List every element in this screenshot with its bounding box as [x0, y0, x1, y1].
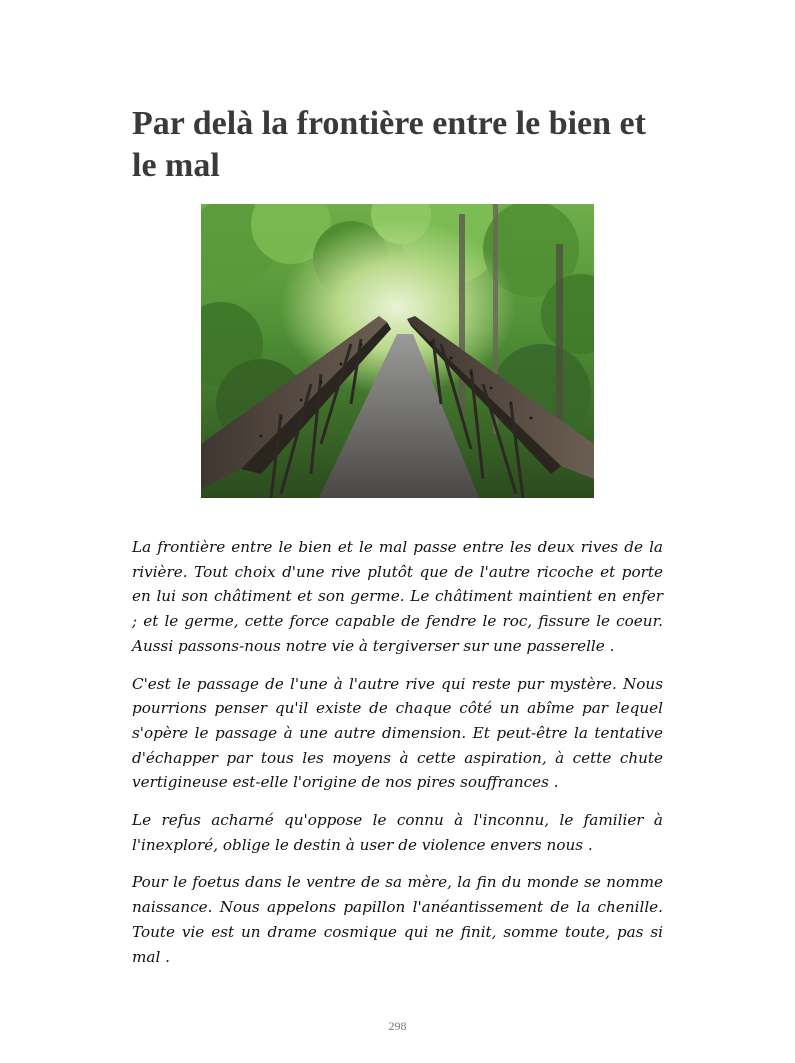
- bridge-photo: [201, 204, 594, 498]
- page-number: 298: [388, 1019, 407, 1033]
- paragraph-1: La frontière entre le bien et le mal passe entre les deux rives de la rivière. Tout choix d'une rive plutôt que de l'autre ricoche et porte en lui son châtiment et son germe. Le châtiment maintient en enfer ; et le germe, cette force capable de fendre le roc, fissure le coeur. Aussi passons-nous notre vie à tergiverser sur une passerelle .: [132, 538, 663, 655]
- paragraph-4: Pour le foetus dans le ventre de sa mère, la fin du monde se nomme naissance. Nous appelons papillon l'anéantissement de la chenille. Toute vie est un drame cosmique qui ne finit, somme toute, pas si mal .: [132, 873, 663, 966]
- paragraph-2: C'est le passage de l'une à l'autre rive qui reste pur mystère. Nous pourrions penser qu'il existe de chaque côté un abîme par lequel s'opère le passage à une autre dimension. Et peut-être la tentative d'échapper par tous les moyens à cette aspiration, à cette chute vertigineuse est-elle l'origine de nos pires souffrances .: [132, 674, 663, 792]
- page-title: Par delà la frontière entre le bien et le mal: [132, 105, 646, 184]
- body-text: [132, 535, 663, 982]
- paragraph-3: Le refus acharné qu'oppose le connu à l'inconnu, le familier à l'inexploré, oblige le destin à user de violence envers nous .: [132, 811, 663, 854]
